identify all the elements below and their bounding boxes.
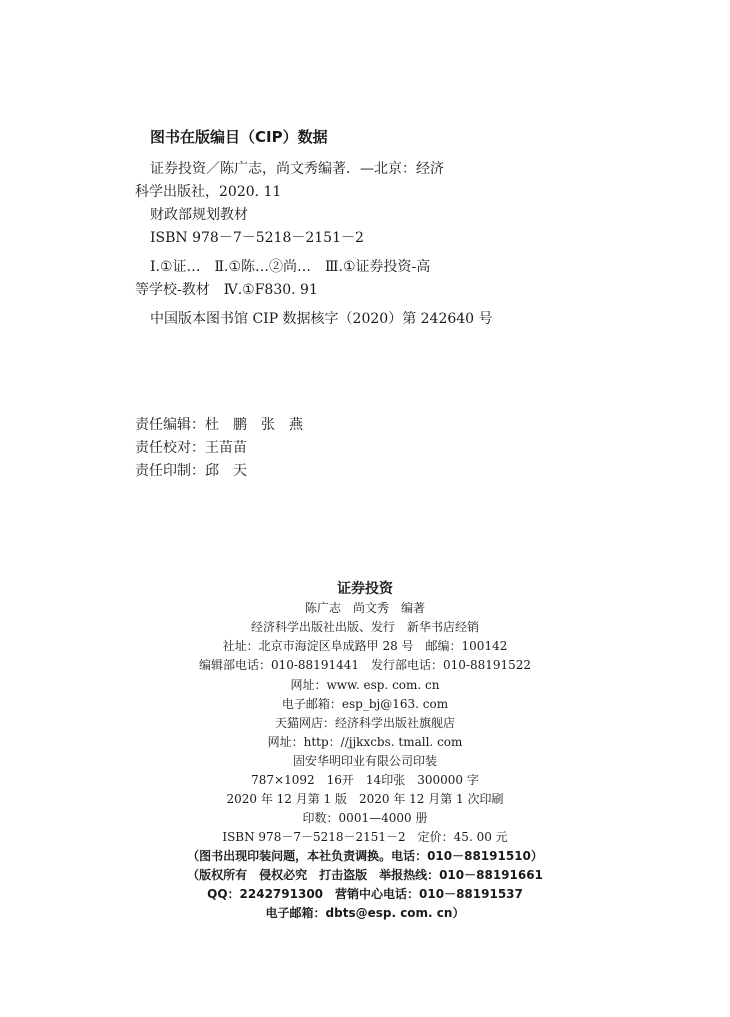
colophon-notice-email: 电子邮箱：dbts@esp. com. cn） [265, 906, 465, 920]
staff-printing: 责任印制：邱 天 [135, 463, 247, 479]
colophon-notice-defects: （图书出现印装问题，本社负责调换。电话：010－88191510） [187, 849, 543, 863]
colophon-print-run: 印数：0001—4000 册 [302, 811, 428, 825]
colophon-website: 网址：www. esp. com. cn [290, 678, 440, 692]
colophon-email: 电子邮箱：esp_bj@163. com [281, 697, 449, 711]
colophon-notice-contact: QQ：2242791300 营销中心电话：010－88191537 [207, 887, 523, 901]
cip-line-publisher: 科学出版社，2020. 11 [135, 184, 282, 200]
colophon-authors: 陈广志 尚文秀 编著 [304, 601, 425, 615]
colophon-tmall-store: 天猫网店：经济科学出版社旗舰店 [274, 716, 455, 730]
cip-line-record-number: 中国版本图书馆 CIP 数据核字（2020）第 242640 号 [150, 311, 493, 327]
cip-line-series: 财政部规划教材 [150, 207, 248, 223]
cip-line-title-authors: 证券投资／陈广志，尚文秀编著．—北京：经济 [150, 161, 444, 177]
colophon-printer: 固安华明印业有限公司印装 [292, 754, 437, 768]
cip-line-classification-1: Ⅰ.①证… Ⅱ.①陈…②尚… Ⅲ.①证券投资-高 [150, 259, 431, 275]
colophon-isbn-price: ISBN 978－7－5218－2151－2 定价：45. 00 元 [222, 830, 508, 844]
colophon-notice-copyright: （版权所有 侵权必究 打击盗版 举报热线：010－88191661 [187, 868, 543, 882]
colophon-phones: 编辑部电话：010-88191441 发行部电话：010-88191522 [198, 658, 532, 672]
cip-line-isbn: ISBN 978－7－5218－2151－2 [150, 230, 364, 246]
cip-line-classification-2: 等学校-教材 Ⅳ.①F830. 91 [135, 282, 318, 298]
colophon-address: 社址：北京市海淀区阜成路甲 28 号 邮编：100142 [222, 639, 508, 653]
cip-heading: 图书在版编目（CIP）数据 [150, 128, 328, 146]
colophon-publisher: 经济科学出版社出版、发行 新华书店经销 [250, 620, 479, 634]
staff-proofreader: 责任校对：王苗苗 [135, 440, 247, 456]
colophon-book-title: 证券投资 [337, 581, 393, 597]
colophon-edition: 2020 年 12 月第 1 版 2020 年 12 月第 1 次印刷 [226, 792, 504, 806]
staff-editor: 责任编辑：杜 鹏 张 燕 [135, 417, 303, 433]
colophon-format: 787×1092 16开 14印张 300000 字 [251, 773, 479, 787]
colophon-tmall-url: 网址：http：//jjkxcbs. tmall. com [267, 735, 463, 749]
